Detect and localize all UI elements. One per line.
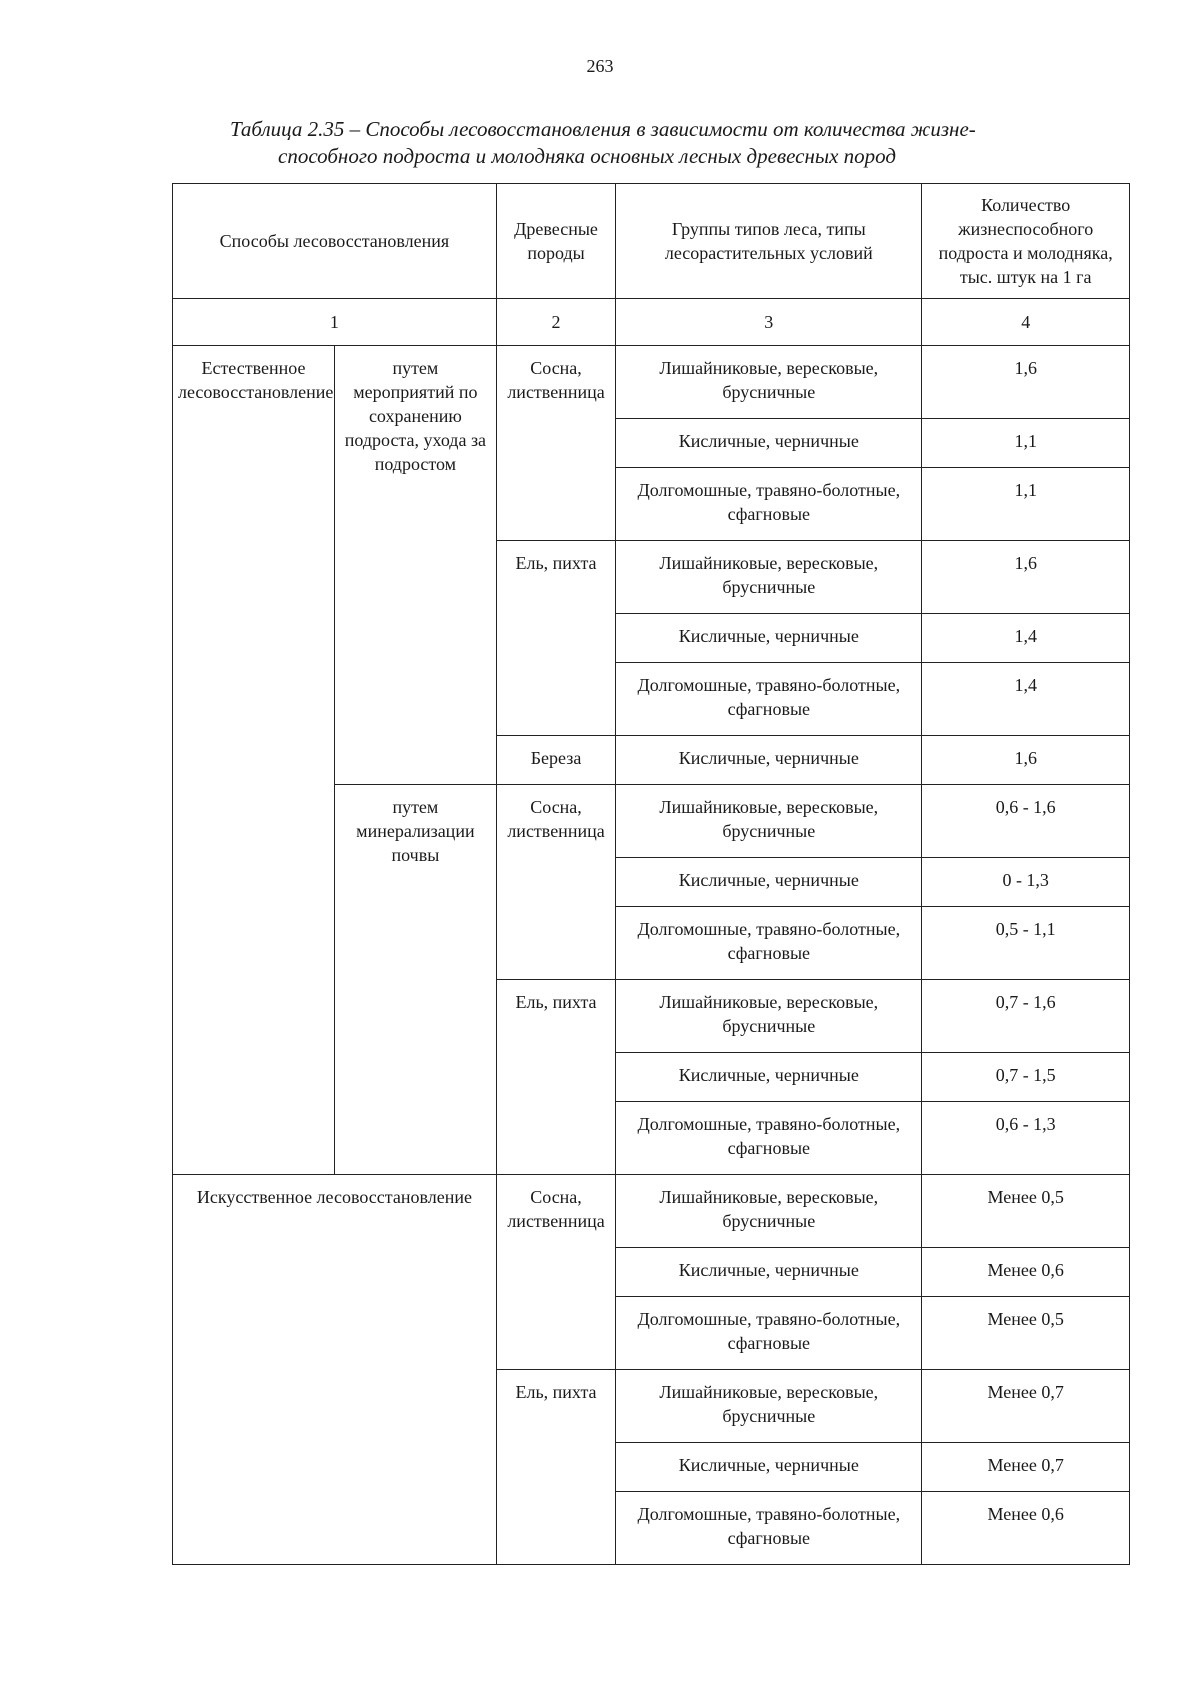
header-quantity: Количество жизнеспособного подроста и молодняка, тыс. штук на 1 га <box>922 184 1130 299</box>
table-caption <box>230 116 1110 170</box>
column-number: 4 <box>922 299 1130 346</box>
species-cell: Сосна, лиственница <box>496 785 615 980</box>
quantity-cell: 0,7 - 1,5 <box>922 1053 1130 1102</box>
quantity-cell: 0,7 - 1,6 <box>922 980 1130 1053</box>
forest-group-cell: Кисличные, черничные <box>616 1248 922 1297</box>
forest-group-cell: Долгомошные, травяно-болотные, сфагновые <box>616 1102 922 1175</box>
sub-method-cell: путем минерализации почвы <box>334 785 496 1175</box>
forest-group-cell: Долгомошные, травяно-болотные, сфагновые <box>616 663 922 736</box>
species-cell: Сосна, лиственница <box>496 346 615 541</box>
header-forest-groups: Группы типов леса, типы лесорастительных условий <box>616 184 922 299</box>
species-cell: Сосна, лиственница <box>496 1175 615 1370</box>
forest-group-cell: Кисличные, черничные <box>616 736 922 785</box>
quantity-cell: 1,4 <box>922 614 1130 663</box>
quantity-cell: 0,5 - 1,1 <box>922 907 1130 980</box>
column-number: 3 <box>616 299 922 346</box>
forest-group-cell: Кисличные, черничные <box>616 1443 922 1492</box>
forest-group-cell: Долгомошные, травяно-болотные, сфагновые <box>616 1492 922 1565</box>
species-cell: Ель, пихта <box>496 1370 615 1565</box>
quantity-cell: 1,6 <box>922 541 1130 614</box>
header-species: Древесные породы <box>496 184 615 299</box>
column-number: 2 <box>496 299 615 346</box>
table-row <box>173 1175 1130 1248</box>
reforestation-table <box>172 183 1130 1565</box>
quantity-cell: 1,1 <box>922 468 1130 541</box>
quantity-cell: Менее 0,5 <box>922 1297 1130 1370</box>
quantity-cell: 0,6 - 1,6 <box>922 785 1130 858</box>
forest-group-cell: Лишайниковые, вересковые, брусничные <box>616 980 922 1053</box>
quantity-cell: Менее 0,5 <box>922 1175 1130 1248</box>
forest-group-cell: Кисличные, черничные <box>616 614 922 663</box>
quantity-cell: Менее 0,6 <box>922 1492 1130 1565</box>
forest-group-cell: Лишайниковые, вересковые, брусничные <box>616 1175 922 1248</box>
forest-group-cell: Кисличные, черничные <box>616 858 922 907</box>
table-header-row <box>173 184 1130 299</box>
table-body <box>173 346 1130 1565</box>
quantity-cell: Менее 0,7 <box>922 1370 1130 1443</box>
forest-group-cell: Лишайниковые, вересковые, брусничные <box>616 541 922 614</box>
caption-line-1: Таблица 2.35 – Способы лесовосстановления в зависимости от количества жизне- <box>230 117 976 141</box>
quantity-cell: Менее 0,6 <box>922 1248 1130 1297</box>
caption-line-2: способного подроста и молодняка основных лесных древесных пород <box>278 144 897 168</box>
forest-group-cell: Лишайниковые, вересковые, брусничные <box>616 785 922 858</box>
forest-group-cell: Долгомошные, травяно-болотные, сфагновые <box>616 468 922 541</box>
forest-group-cell: Лишайниковые, вересковые, брусничные <box>616 346 922 419</box>
page-number: 263 <box>586 56 614 76</box>
method-cell: Искусственное лесовосстановление <box>173 1175 497 1565</box>
species-cell: Ель, пихта <box>496 541 615 736</box>
quantity-cell: 1,4 <box>922 663 1130 736</box>
method-cell: Естественное лесовосстановление <box>173 346 335 1175</box>
quantity-cell: 1,6 <box>922 346 1130 419</box>
column-number: 1 <box>173 299 497 346</box>
species-cell: Ель, пихта <box>496 980 615 1175</box>
quantity-cell: 1,6 <box>922 736 1130 785</box>
forest-group-cell: Кисличные, черничные <box>616 419 922 468</box>
table-row <box>173 346 1130 419</box>
quantity-cell: 0 - 1,3 <box>922 858 1130 907</box>
header-methods: Способы лесовосстановления <box>173 184 497 299</box>
quantity-cell: 1,1 <box>922 419 1130 468</box>
table-number-row <box>173 299 1130 346</box>
forest-group-cell: Кисличные, черничные <box>616 1053 922 1102</box>
quantity-cell: Менее 0,7 <box>922 1443 1130 1492</box>
forest-group-cell: Долгомошные, травяно-болотные, сфагновые <box>616 907 922 980</box>
sub-method-cell: путем мероприятий по сохранению подроста, ухода за подростом <box>334 346 496 785</box>
quantity-cell: 0,6 - 1,3 <box>922 1102 1130 1175</box>
forest-group-cell: Лишайниковые, вересковые, брусничные <box>616 1370 922 1443</box>
forest-group-cell: Долгомошные, травяно-болотные, сфагновые <box>616 1297 922 1370</box>
species-cell: Береза <box>496 736 615 785</box>
